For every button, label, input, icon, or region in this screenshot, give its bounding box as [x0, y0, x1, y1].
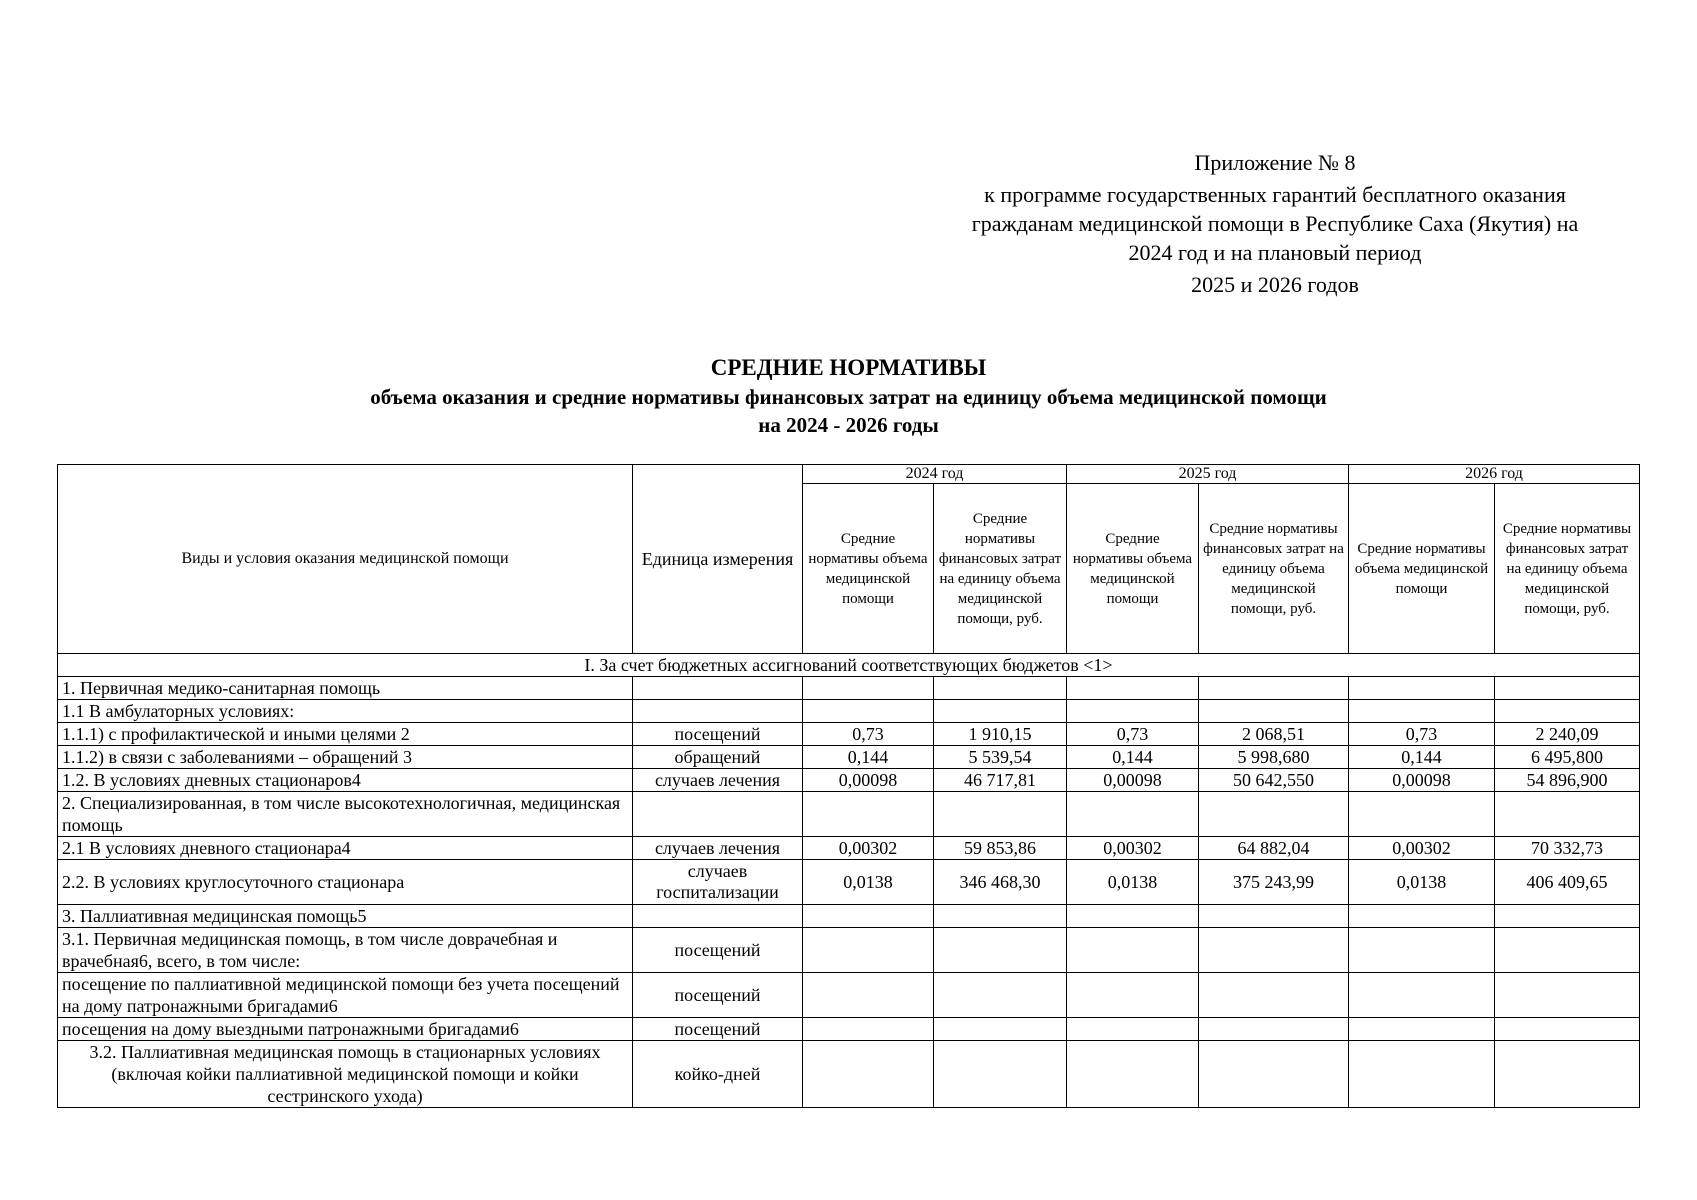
row-value — [934, 1018, 1067, 1041]
row-value — [1199, 677, 1349, 700]
row-value: 1 910,15 — [934, 723, 1067, 746]
section-title: I. За счет бюджетных ассигнований соответствующих бюджетов <1> — [58, 654, 1640, 677]
row-value: 0,00098 — [1349, 769, 1495, 792]
row-value: 0,144 — [1067, 746, 1199, 769]
row-value: 5 998,680 — [1199, 746, 1349, 769]
row-value: 0,00302 — [803, 837, 934, 860]
table-row — [58, 1018, 1640, 1041]
row-value — [1067, 1041, 1199, 1108]
document-subtitle: объема оказания и средние нормативы финансовых затрат на единицу объема медицинской помощи — [370, 385, 1327, 409]
row-value — [803, 677, 934, 700]
row-value — [1199, 700, 1349, 723]
row-value: 0,00098 — [803, 769, 934, 792]
row-value — [934, 973, 1067, 1018]
row-name: 1. Первичная медико-санитарная помощь — [58, 677, 633, 700]
row-value — [803, 928, 934, 973]
row-value — [934, 700, 1067, 723]
row-name: 1.1.2) в связи с заболеваниями – обращений 3 — [58, 746, 633, 769]
row-unit: посещений — [633, 973, 803, 1018]
row-value: 0,73 — [803, 723, 934, 746]
table-row — [58, 1041, 1640, 1108]
appendix-title: Приложение № 8 — [1194, 150, 1356, 175]
row-value — [1199, 928, 1349, 973]
header-kind: Виды и условия оказания медицинской помощи — [58, 465, 633, 654]
row-value: 406 409,65 — [1495, 860, 1640, 905]
header-volume-2024: Средние нормативы объема медицинской помощи — [803, 484, 934, 654]
row-value: 54 896,900 — [1495, 769, 1640, 792]
table-row — [58, 860, 1640, 905]
row-value: 70 332,73 — [1495, 837, 1640, 860]
row-value — [1349, 905, 1495, 928]
row-value — [1199, 1041, 1349, 1108]
row-value — [803, 973, 934, 1018]
row-name: 2. Специализированная, в том числе высокотехнологичная, медицинская помощь — [58, 792, 633, 837]
row-unit — [633, 677, 803, 700]
row-unit: посещений — [633, 723, 803, 746]
row-value — [803, 905, 934, 928]
row-value — [1495, 700, 1640, 723]
row-name: 1.1 В амбулаторных условиях: — [58, 700, 633, 723]
row-value — [803, 1041, 934, 1108]
row-value: 2 240,09 — [1495, 723, 1640, 746]
row-value: 0,144 — [803, 746, 934, 769]
header-year-2026: 2026 год — [1349, 465, 1640, 484]
table-row — [58, 769, 1640, 792]
row-value — [934, 928, 1067, 973]
row-name: 3.2. Паллиативная медицинская помощь в стационарных условиях (включая койки паллиативной медицинской помощи и койки сестринского ухода) — [58, 1041, 633, 1108]
row-value — [934, 1041, 1067, 1108]
row-value: 346 468,30 — [934, 860, 1067, 905]
row-value — [1495, 973, 1640, 1018]
row-value — [1349, 1018, 1495, 1041]
table-row — [58, 928, 1640, 973]
row-name: 1.1.1) с профилактической и иными целями 2 — [58, 723, 633, 746]
row-value — [1199, 905, 1349, 928]
row-unit — [633, 700, 803, 723]
row-value — [1495, 677, 1640, 700]
header-volume-2026: Средние нормативы объема медицинской помощи — [1349, 484, 1495, 654]
row-value — [1349, 700, 1495, 723]
row-value — [934, 677, 1067, 700]
row-value: 2 068,51 — [1199, 723, 1349, 746]
row-name: 3.1. Первичная медицинская помощь, в том числе доврачебная и врачебная6, всего, в том числе: — [58, 928, 633, 973]
table-row — [58, 792, 1640, 837]
document-title-block — [0, 353, 1697, 439]
row-value — [1349, 973, 1495, 1018]
row-value: 0,00302 — [1349, 837, 1495, 860]
row-value: 0,144 — [1349, 746, 1495, 769]
row-unit: случаев госпитализации — [633, 860, 803, 905]
row-value: 0,73 — [1067, 723, 1199, 746]
row-unit: случаев лечения — [633, 837, 803, 860]
header-year-2025: 2025 год — [1067, 465, 1349, 484]
row-value — [1495, 1041, 1640, 1108]
row-name: 2.2. В условиях круглосуточного стационара — [58, 860, 633, 905]
row-value: 59 853,86 — [934, 837, 1067, 860]
norms-table — [57, 464, 1640, 1108]
header-finance-2025: Средние нормативы финансовых затрат на единицу объема медицинской помощи, руб. — [1199, 484, 1349, 654]
document-period: на 2024 - 2026 годы — [758, 413, 939, 437]
row-unit: обращений — [633, 746, 803, 769]
row-value — [934, 905, 1067, 928]
row-value: 5 539,54 — [934, 746, 1067, 769]
row-value — [1349, 1041, 1495, 1108]
row-value — [1349, 928, 1495, 973]
row-unit: койко-дней — [633, 1041, 803, 1108]
row-value — [1199, 1018, 1349, 1041]
row-unit: случаев лечения — [633, 769, 803, 792]
row-value — [803, 792, 934, 837]
row-value — [1067, 677, 1199, 700]
row-value — [1349, 677, 1495, 700]
row-value — [1495, 905, 1640, 928]
table-row — [58, 700, 1640, 723]
row-unit — [633, 792, 803, 837]
row-value — [1067, 973, 1199, 1018]
appendix-line: гражданам медицинской помощи в Республике Саха (Якутия) на — [971, 211, 1579, 236]
appendix-block — [930, 148, 1620, 299]
row-value — [1349, 792, 1495, 837]
row-value — [1199, 792, 1349, 837]
row-value — [1495, 792, 1640, 837]
row-unit — [633, 905, 803, 928]
row-value — [803, 700, 934, 723]
appendix-line: 2024 год и на плановый период — [1128, 240, 1422, 265]
row-value — [803, 1018, 934, 1041]
row-value: 0,73 — [1349, 723, 1495, 746]
row-value: 375 243,99 — [1199, 860, 1349, 905]
row-value — [1067, 792, 1199, 837]
header-finance-2026: Средние нормативы финансовых затрат на единицу объема медицинской помощи, руб. — [1495, 484, 1640, 654]
row-name: 2.1 В условиях дневного стационара4 — [58, 837, 633, 860]
table-row — [58, 746, 1640, 769]
table-row — [58, 905, 1640, 928]
appendix-years: 2025 и 2026 годов — [1191, 272, 1359, 297]
table-row — [58, 973, 1640, 1018]
document-title: СРЕДНИЕ НОРМАТИВЫ — [710, 355, 987, 380]
row-value — [1067, 700, 1199, 723]
row-value: 0,00302 — [1067, 837, 1199, 860]
row-name: 1.2. В условиях дневных стационаров4 — [58, 769, 633, 792]
row-value: 50 642,550 — [1199, 769, 1349, 792]
row-name: посещения на дому выездными патронажными бригадами6 — [58, 1018, 633, 1041]
header-volume-2025: Средние нормативы объема медицинской помощи — [1067, 484, 1199, 654]
row-value — [1067, 905, 1199, 928]
appendix-line: к программе государственных гарантий бесплатного оказания — [984, 182, 1566, 207]
header-unit: Единица измерения — [633, 465, 803, 654]
row-name: посещение по паллиативной медицинской помощи без учета посещений на дому патронажными бригадами6 — [58, 973, 633, 1018]
row-value: 0,0138 — [803, 860, 934, 905]
row-value: 46 717,81 — [934, 769, 1067, 792]
row-value — [1495, 928, 1640, 973]
row-value — [934, 792, 1067, 837]
row-unit: посещений — [633, 928, 803, 973]
table-row — [58, 837, 1640, 860]
header-year-2024: 2024 год — [803, 465, 1067, 484]
row-value: 64 882,04 — [1199, 837, 1349, 860]
row-value: 0,00098 — [1067, 769, 1199, 792]
row-value — [1067, 928, 1199, 973]
row-value — [1199, 973, 1349, 1018]
row-name: 3. Паллиативная медицинская помощь5 — [58, 905, 633, 928]
row-value — [1067, 1018, 1199, 1041]
table-row — [58, 677, 1640, 700]
row-value: 0,0138 — [1349, 860, 1495, 905]
table-row — [58, 723, 1640, 746]
row-value: 0,0138 — [1067, 860, 1199, 905]
row-value: 6 495,800 — [1495, 746, 1640, 769]
row-value — [1495, 1018, 1640, 1041]
row-unit: посещений — [633, 1018, 803, 1041]
header-finance-2024: Средние нормативы финансовых затрат на единицу объема медицинской помощи, руб. — [934, 484, 1067, 654]
